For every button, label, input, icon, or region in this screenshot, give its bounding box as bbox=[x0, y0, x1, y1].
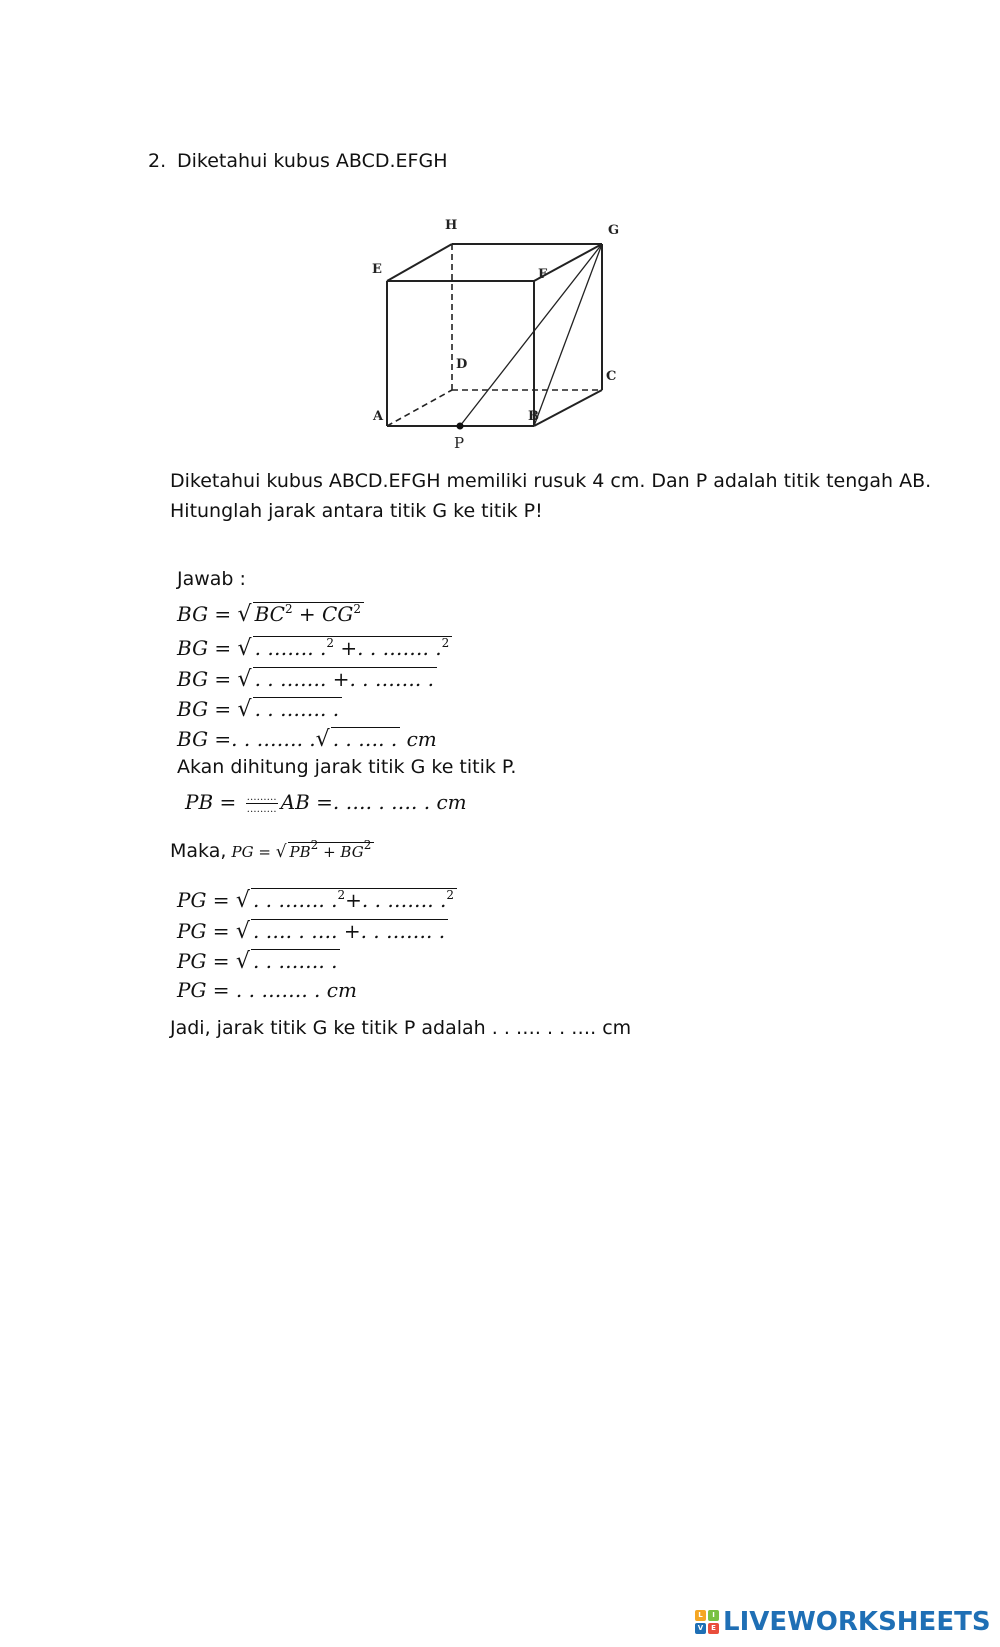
sqrt-icon: √ bbox=[235, 949, 250, 974]
jawab-label: Jawab : bbox=[177, 568, 246, 590]
bg-result-line: BG =. . ……. .√ . . …. . cm bbox=[177, 727, 437, 752]
problem-line-2: Hitunglah jarak antara titik G ke titik P! bbox=[170, 500, 543, 522]
blank-bg-root[interactable]: . . …. . bbox=[331, 727, 401, 750]
point-P bbox=[457, 423, 464, 430]
liveworksheets-logo bbox=[695, 1608, 991, 1636]
pb-fraction[interactable]: $\frac{\dots\dots\dots}{\dots\dots\dots}$ bbox=[246, 792, 277, 815]
blank-cg[interactable]: +. . ……. . bbox=[334, 636, 442, 660]
sqrt-icon: √ bbox=[237, 636, 252, 661]
label-G: G bbox=[608, 223, 620, 238]
label-F: F bbox=[538, 267, 548, 282]
edge-AD bbox=[387, 390, 452, 426]
liveworksheets-logo-icon: L I V E bbox=[695, 1610, 719, 1634]
sqrt-icon: √ bbox=[237, 667, 252, 692]
pb-line: PB = $\frac{\dots\dots\dots}{\dots\dots\dots}$ AB =. …. . …. . cm bbox=[185, 790, 467, 815]
blank-sum[interactable]: . . ……. +. . ……. . bbox=[253, 667, 437, 690]
label-A: A bbox=[373, 409, 384, 424]
pg-fill-line-2: PG = √ . …. . …. +. . ……. . bbox=[177, 919, 448, 944]
label-P: P bbox=[454, 434, 465, 452]
blank-pg-sum[interactable]: . …. . …. +. . ……. . bbox=[251, 919, 448, 942]
label-C: C bbox=[606, 369, 617, 384]
blank-total[interactable]: . . ……. . bbox=[253, 697, 343, 720]
sqrt-icon: √ bbox=[275, 842, 287, 862]
label-B: B bbox=[528, 409, 539, 424]
blank-pb-val[interactable]: . . ……. . bbox=[252, 888, 338, 912]
blank-pg-total[interactable]: . . ……. . bbox=[251, 949, 341, 972]
blank-bc[interactable]: . ……. . bbox=[254, 636, 327, 660]
liveworksheets-logo-text: LIVEWORKSHEETS bbox=[723, 1607, 991, 1637]
question-title: Diketahui kubus ABCD.EFGH bbox=[177, 150, 448, 172]
label-E: E bbox=[372, 262, 382, 277]
cube-figure bbox=[360, 215, 670, 465]
pg-formula: PG = √ $PB^2 + BG^2$ bbox=[231, 843, 374, 861]
blank-bg-val[interactable]: +. . ……. . bbox=[345, 888, 447, 912]
akan-dihitung-text: Akan dihitung jarak titik G ke titik P. bbox=[177, 756, 517, 778]
sqrt-icon: √ bbox=[237, 697, 252, 722]
sqrt-icon: √ bbox=[237, 602, 252, 627]
label-H: H bbox=[445, 218, 458, 233]
maka-line: Maka, PG = √ $PB^2 + BG^2$ bbox=[170, 840, 374, 862]
edge-EH bbox=[387, 244, 452, 281]
pg-fill-line-1: PG = √ . . ……. .$^2$+. . ……. .$^2$ bbox=[177, 888, 457, 913]
bg-fill-line-2: BG = √ . . ……. +. . ……. . bbox=[177, 667, 437, 692]
label-D: D bbox=[456, 357, 468, 372]
pg-result-line[interactable]: PG = . . ……. . cm bbox=[177, 978, 357, 1002]
sqrt-icon: √ bbox=[235, 888, 250, 913]
problem-line-1: Diketahui kubus ABCD.EFGH memiliki rusuk 4 cm. Dan P adalah titik tengah AB. bbox=[170, 470, 932, 492]
question-number: 2. bbox=[148, 150, 167, 172]
bg-fill-line-1: BG = √ . ……. .$^2$ +. . ……. .$^2$ bbox=[177, 636, 452, 661]
blank-pb[interactable]: AB =. …. . …. . cm bbox=[280, 790, 467, 814]
edge-BC bbox=[534, 390, 602, 426]
segment-PG bbox=[460, 244, 602, 426]
bg-formula-line: BG = √ $BC^2 + CG^2$ bbox=[177, 602, 364, 627]
blank-bg-coef[interactable]: BG =. . ……. . bbox=[177, 727, 316, 751]
bg-fill-line-3: BG = √ . . ……. . bbox=[177, 697, 342, 722]
sqrt-icon: √ bbox=[235, 919, 250, 944]
conclusion-text[interactable]: Jadi, jarak titik G ke titik P adalah . . …. . . …. cm bbox=[170, 1017, 632, 1039]
sqrt-icon: √ bbox=[315, 727, 330, 752]
pg-fill-line-3: PG = √ . . ……. . bbox=[177, 949, 340, 974]
